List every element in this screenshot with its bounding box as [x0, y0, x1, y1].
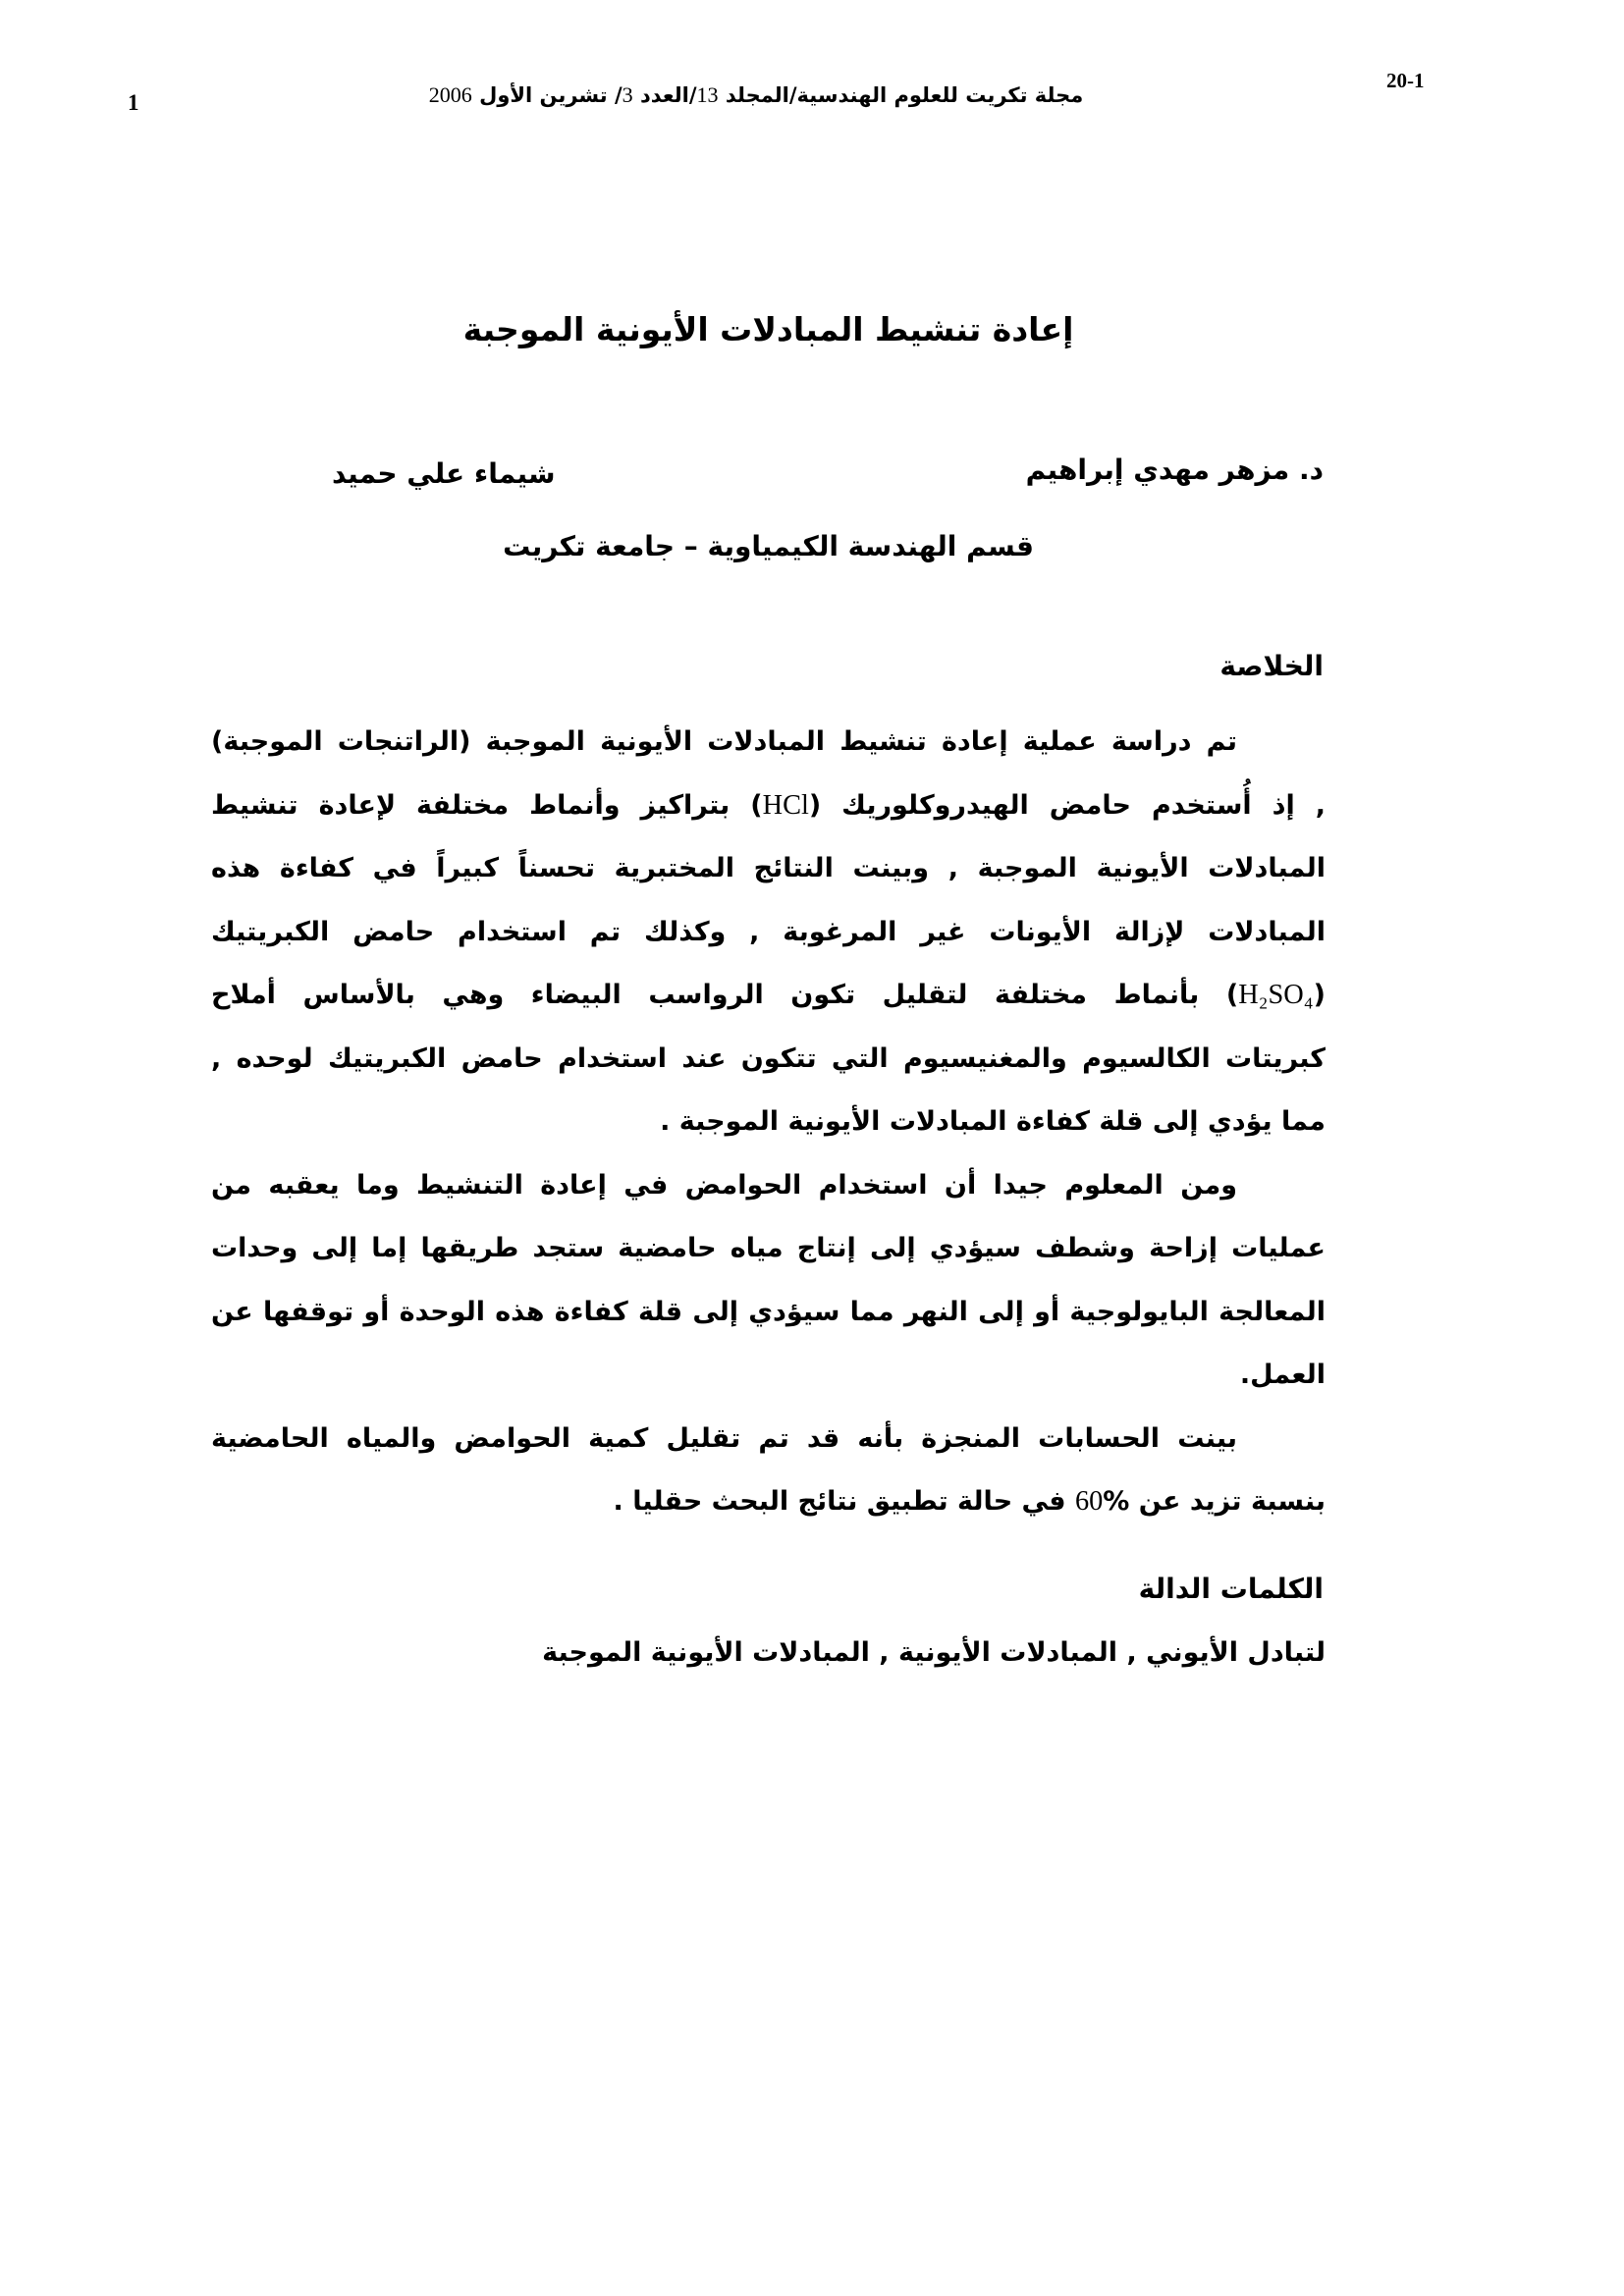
abstract-line: كبريتات الكالسيوم والمغنيسيوم التي تتكون عند استخدام حامض الكبريتيك لوحده , [211, 1042, 1326, 1074]
abstract-line: مما يؤدي إلى قلة كفاءة المبادلات الأيونية الموجبة . [660, 1106, 1326, 1137]
abstract-line: بينت الحسابات المنجزة بأنه قد تم تقليل كمية الحوامض والمياه الحامضية [211, 1422, 1237, 1454]
abstract-line: , إذ أُستخدم حامض الهيدروكلوريك (HCl) بتراكيز وأنماط مختلفة لإعادة تنشيط [211, 789, 1326, 821]
abstract-line: المعالجة البايولوجية أو إلى النهر مما سيؤدي إلى قلة كفاءة هذه الوحدة أو توقفها عن [211, 1296, 1326, 1327]
author-primary: د. مزهر مهدي إبراهيم [1025, 454, 1324, 486]
abstract-line: المبادلات الأيونية الموجبة , وبينت النتائج المختبرية تحسناً كبيراً في كفاءة هذه [211, 853, 1326, 883]
abstract-line: تم دراسة عملية إعادة تنشيط المبادلات الأيونية الموجبة (الراتنجات الموجبة) [211, 726, 1237, 757]
journal-header: مجلة تكريت للعلوم الهندسية/المجلد 13/العدد 3/ تشرين الأول 2006 [428, 82, 1084, 107]
keywords-heading: الكلمات الدالة [1138, 1573, 1324, 1605]
abstract-heading: الخلاصة [1219, 650, 1324, 682]
abstract-line: العمل. [1239, 1360, 1326, 1390]
keywords-text: لتبادل الأيوني , المبادلات الأيونية , المبادلات الأيونية الموجبة [542, 1637, 1326, 1668]
page-number: 1 [128, 90, 139, 115]
article-code: 20-1 [1386, 69, 1425, 92]
affiliation: قسم الهندسة الكيمياوية – جامعة تكريت [503, 530, 1034, 562]
abstract-body [211, 711, 1326, 1534]
abstract-line: ومن المعلوم جيدا أن استخدام الحوامض في إعادة التنشيط وما يعقبه من [211, 1169, 1237, 1201]
abstract-line: المبادلات لإزالة الأيونات غير المرغوبة , وكذلك تم استخدام حامض الكبريتيك [211, 916, 1326, 947]
paper-title: إعادة تنشيط المبادلات الأيونية الموجبة [462, 310, 1074, 348]
abstract-line: بنسبة تزيد عن %60 في حالة تطبيق نتائج البحث حقليا . [613, 1486, 1326, 1517]
abstract-line: عمليات إزاحة وشطف سيؤدي إلى إنتاج مياه حامضية ستجد طريقها إما إلى وحدات [211, 1233, 1326, 1263]
author-secondary: شيماء علي حميد [332, 457, 556, 490]
abstract-line: (H₂SO₄) بأنماط مختلفة لتقليل تكون الرواسب البيضاء وهي بالأساس أملاح [211, 980, 1326, 1010]
